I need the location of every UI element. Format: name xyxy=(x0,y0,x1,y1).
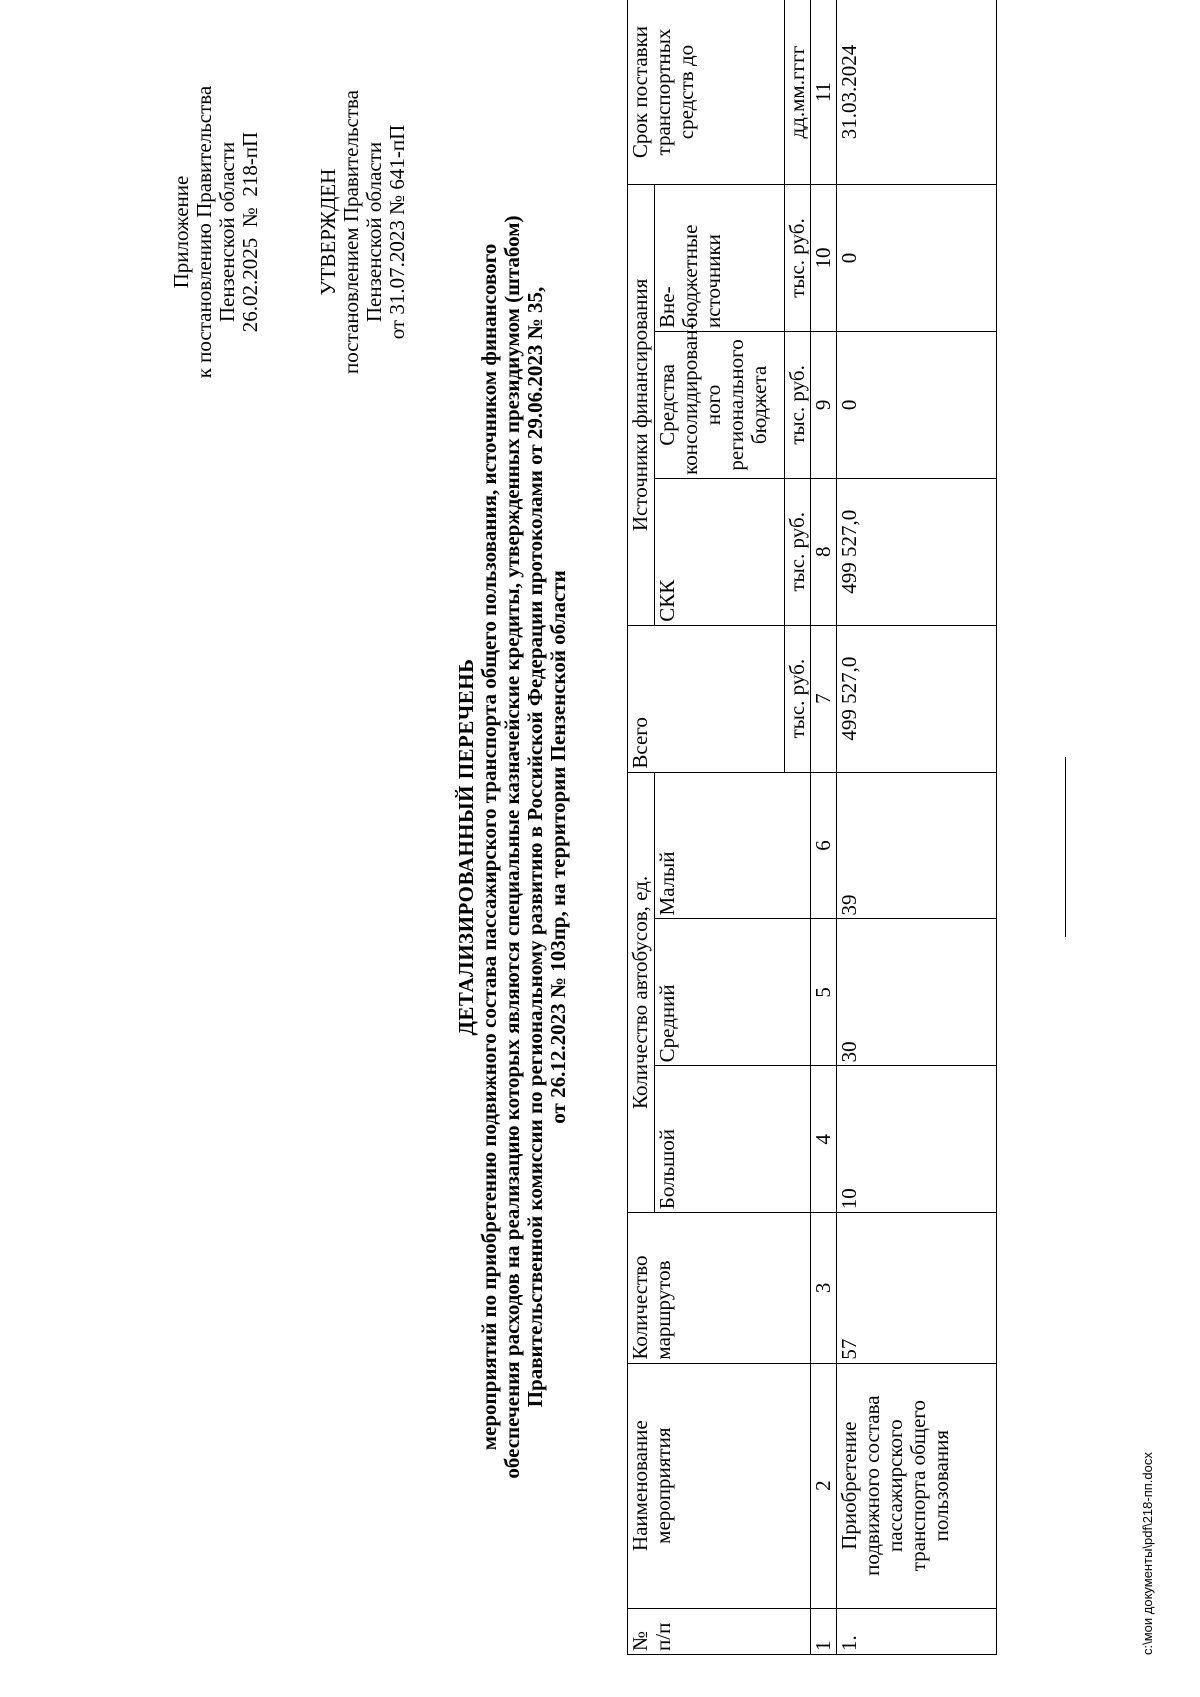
column-number: 11 xyxy=(811,0,837,185)
row-large: 10 xyxy=(837,1066,997,1213)
row-total: 499 527,0 xyxy=(837,625,997,772)
appendix-block xyxy=(170,52,262,412)
column-number: 9 xyxy=(811,331,837,478)
header-routes: Количество маршрутов xyxy=(628,1213,811,1363)
approved-block xyxy=(317,52,409,412)
row-name: Приобретение подвижного состава пассажирского транспорта общего пользования xyxy=(837,1363,997,1608)
unit-total: тыс. руб. xyxy=(785,625,811,772)
header-regional: Средства консолидирован-ного регионального бюджета xyxy=(655,331,785,478)
column-number: 1 xyxy=(811,1608,837,1654)
column-number: 8 xyxy=(811,478,837,625)
title-line: обеспечения расходов на реализацию которых являются специальные казначейские кредиты, утвержденных президиумом (штабом) xyxy=(500,215,524,1479)
measures-table xyxy=(627,0,997,1655)
header-buses: Количество автобусов, ед. xyxy=(628,772,655,1213)
approved-line: Пензенской области xyxy=(362,141,386,323)
appendix-line: к постановлению Правительства xyxy=(192,85,216,379)
header-sources: Источники финансирования xyxy=(628,185,655,626)
unit-extrabudget: тыс. руб. xyxy=(785,185,811,332)
column-number: 5 xyxy=(811,919,837,1066)
column-number: 3 xyxy=(811,1213,837,1363)
header-extrabudget: Вне-бюджетные источники xyxy=(655,185,785,332)
header-num: № п/п xyxy=(628,1608,811,1654)
header-deadline: Срок поставки транспортных средств до xyxy=(628,0,785,185)
column-number: 10 xyxy=(811,185,837,332)
appendix-line: Приложение xyxy=(169,175,193,289)
row-medium: 30 xyxy=(837,919,997,1066)
appendix-line: Пензенской области xyxy=(215,141,239,323)
header-small: Малый xyxy=(655,772,811,919)
row-small: 39 xyxy=(837,772,997,919)
approved-line: постановлением Правительства xyxy=(339,90,363,375)
header-medium: Средний xyxy=(655,919,811,1066)
row-skk: 499 527,0 xyxy=(837,478,997,625)
row-regional: 0 xyxy=(837,331,997,478)
title-heading: ДЕТАЛИЗИРОВАННЫЙ ПЕРЕЧЕНЬ xyxy=(454,658,478,1036)
column-numbers-row xyxy=(811,0,837,1655)
column-number: 2 xyxy=(811,1363,837,1608)
document-title xyxy=(455,37,570,1657)
separator-line xyxy=(1065,757,1066,937)
row-num: 1. xyxy=(837,1608,997,1654)
column-number: 7 xyxy=(811,625,837,772)
row-deadline: 31.03.2024 xyxy=(837,0,997,185)
column-number: 6 xyxy=(811,772,837,919)
title-line: от 26.12.2023 № 103пр, на территории Пензенской области xyxy=(546,570,570,1124)
approved-date-number: от 31.07.2023 № 641-пП xyxy=(385,124,409,340)
header-total: Всего xyxy=(628,625,785,772)
unit-regional: тыс. руб. xyxy=(785,331,811,478)
title-line: Правительственной комиссии по региональному развитию в Российской Федерации протоколами от 29.06.2023 № 35, xyxy=(523,286,547,1408)
header-skk: СКК xyxy=(655,478,785,625)
approved-line: УТВЕРЖДЕН xyxy=(316,168,340,296)
row-extrabudget: 0 xyxy=(837,185,997,332)
header-name: Наименование мероприятия xyxy=(628,1363,811,1608)
header-row xyxy=(628,0,655,1655)
header-large: Большой xyxy=(655,1066,811,1213)
file-path: c:\мои документы\pdf\218-пп.docx xyxy=(1140,1452,1155,1655)
unit-skk: тыс. руб. xyxy=(785,478,811,625)
row-routes: 57 xyxy=(837,1213,997,1363)
unit-deadline: дд.мм.гггг xyxy=(785,0,811,185)
appendix-date-number: 26.02.2025 № 218-пП xyxy=(238,131,262,333)
column-number: 4 xyxy=(811,1066,837,1213)
table-row xyxy=(837,0,997,1655)
title-line: мероприятий по приобретению подвижного состава пассажирского транспорта общего пользования, источником финансового xyxy=(477,243,501,1451)
